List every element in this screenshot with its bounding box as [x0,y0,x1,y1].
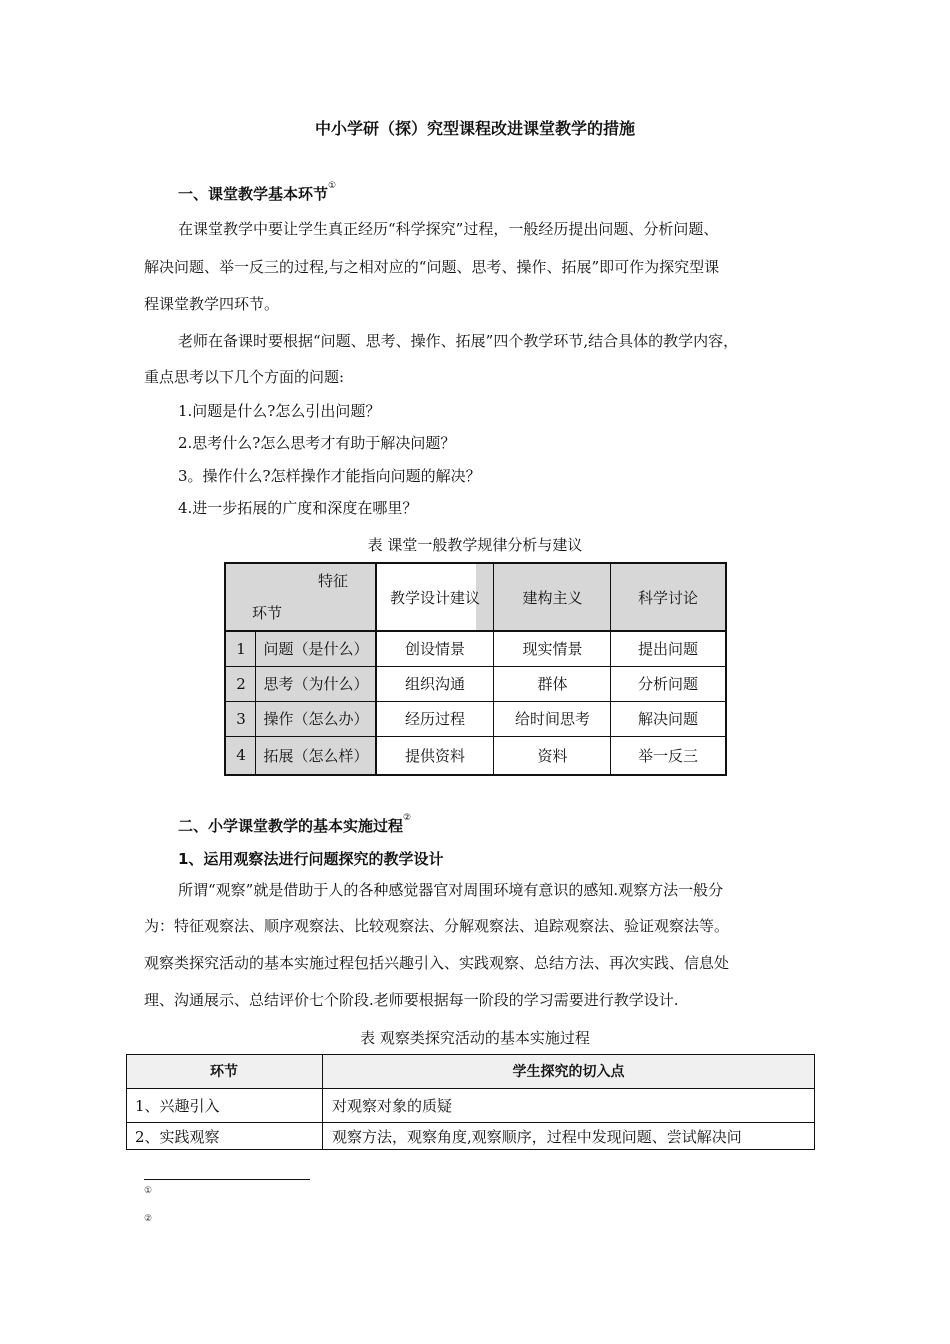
footnote-ref-1: ① [328,181,337,191]
section2-para-line3: 观察类探究活动的基本实施过程包括兴趣引入、实践观察、总结方法、再次实践、信息处 [144,954,730,972]
footnote-1: ① [144,1186,153,1196]
section1-para2-line1: 老师在备课时要根据“问题、思考、操作、拓展”四个教学环节,结合具体的教学内容， [178,332,739,350]
table2-gridline [126,1122,815,1123]
table2-gridline [126,1149,815,1150]
table1-corner-cell [226,564,376,631]
table2-row1-stage: 1、兴趣引入 [135,1096,220,1115]
table1-row2-c3: 分析问题 [637,675,698,693]
table1-row2-c1: 组织沟通 [404,675,465,693]
table2-gridline [126,1088,815,1089]
table2 [126,1054,815,1150]
table2-row1-point: 对观察对象的质疑 [332,1096,453,1115]
table1-corner-bottom: 环节 [252,604,283,622]
table1-row4-stage: 拓展（怎么样） [256,736,376,774]
table1-row1-c2: 现实情景 [522,640,583,658]
table1-row3-stage: 操作（怎么办） [256,701,376,736]
table1-row2-c2: 群体 [537,675,568,693]
table1-gridline [493,564,494,774]
table1-row4-c2: 资料 [537,746,568,765]
section2-para-line1: 所谓“观察”就是借助于人的各种感觉器官对周围环境有意识的感知.观察方法一般分 [178,881,724,899]
section1-para2-line2: 重点思考以下几个方面的问题: [144,368,345,386]
table2-gridline [814,1054,815,1150]
table1-gridline [226,666,725,667]
footnote-2: ② [144,1214,153,1224]
table1-gridline [375,564,377,774]
table1-row1-num: 1 [236,639,246,658]
table1-row2-stage: 思考（为什么） [256,666,376,701]
table2-gridline [322,1054,323,1150]
footnote-separator [144,1179,310,1180]
section1-para1-line1: 在课堂教学中要让学生真正经历“科学探究”过程，一般经历提出问题、分析问题、 [178,220,719,238]
table1-gridline [226,701,725,702]
table1 [224,562,727,776]
page-title: 中小学研（探）究型课程改进课堂教学的措施 [314,119,635,138]
table2-gridline [126,1054,127,1150]
table1-row4-c3: 举一反三 [637,746,698,765]
table1-gridline [226,736,725,737]
table1-row1-stage: 问题（是什么） [256,631,376,666]
table1-gridline [226,630,725,632]
table2-row2-point: 观察方法，观察角度,观察顺序，过程中发现问题、尝试解决问 [332,1127,742,1146]
question-1: 1.问题是什么?怎么引出问题？ [178,402,381,420]
section1-heading: 一、课堂教学基本环节① [178,181,337,203]
section2-para-line2: 为：特征观察法、顺序观察法、比较观察法、分解观察法、追踪观察法、验证观察法等。 [144,917,730,935]
table1-row3-num: 3 [236,709,246,728]
table2-gridline [126,1054,815,1055]
table1-gridline [610,564,611,774]
table2-row2-stage: 2、实践观察 [135,1127,220,1146]
table1-row2-num: 2 [236,674,246,693]
table1-row1-c1: 创设情景 [404,640,465,658]
section2-para-line4: 理、沟通展示、总结评价七个阶段.老师要根据每一阶段的学习需要进行教学设计. [144,991,679,1009]
question-2: 2.思考什么?怎么思考才有助于解决问题？ [178,434,456,452]
question-3: 3。操作什么?怎样操作才能指向问题的解决？ [178,467,481,485]
section2-heading: 二、小学课堂教学的基本实施过程② [178,813,412,835]
table1-row3-c1: 经历过程 [404,710,465,728]
section1-para1-line2: 解决问题、举一反三的过程,与之相对应的“问题、思考、操作、拓展”即可作为探究型课 [144,258,720,276]
table2-header-1: 环节 [126,1054,322,1088]
section2-sub1-heading: 1、运用观察法进行问题探究的教学设计 [178,850,444,868]
table1-corner-top: 特征 [318,572,349,590]
table1-row4-num: 4 [236,746,246,764]
table1-header-2: 建构主义 [522,589,583,607]
table1-row3-c2: 给时间思考 [514,710,590,728]
table1-header-3: 科学讨论 [637,589,698,607]
table2-header-2: 学生探究的切入点 [322,1054,815,1088]
table1-row1-c3: 提出问题 [637,640,698,658]
section1-para1-line3: 程课堂教学四环节。 [144,295,280,313]
table1-caption: 表 课堂一般教学规律分析与建议 [367,536,583,554]
table1-row3-c3: 解决问题 [637,710,698,728]
table1-header-1: 教学设计建议 [389,589,480,607]
table2-caption: 表 观察类探究活动的基本实施过程 [360,1029,590,1047]
footnote-ref-2: ② [403,813,412,823]
table1-row4-c1: 提供资料 [404,746,465,765]
table1-gridline [255,631,256,774]
question-4: 4.进一步拓展的广度和深度在哪里？ [178,499,418,517]
